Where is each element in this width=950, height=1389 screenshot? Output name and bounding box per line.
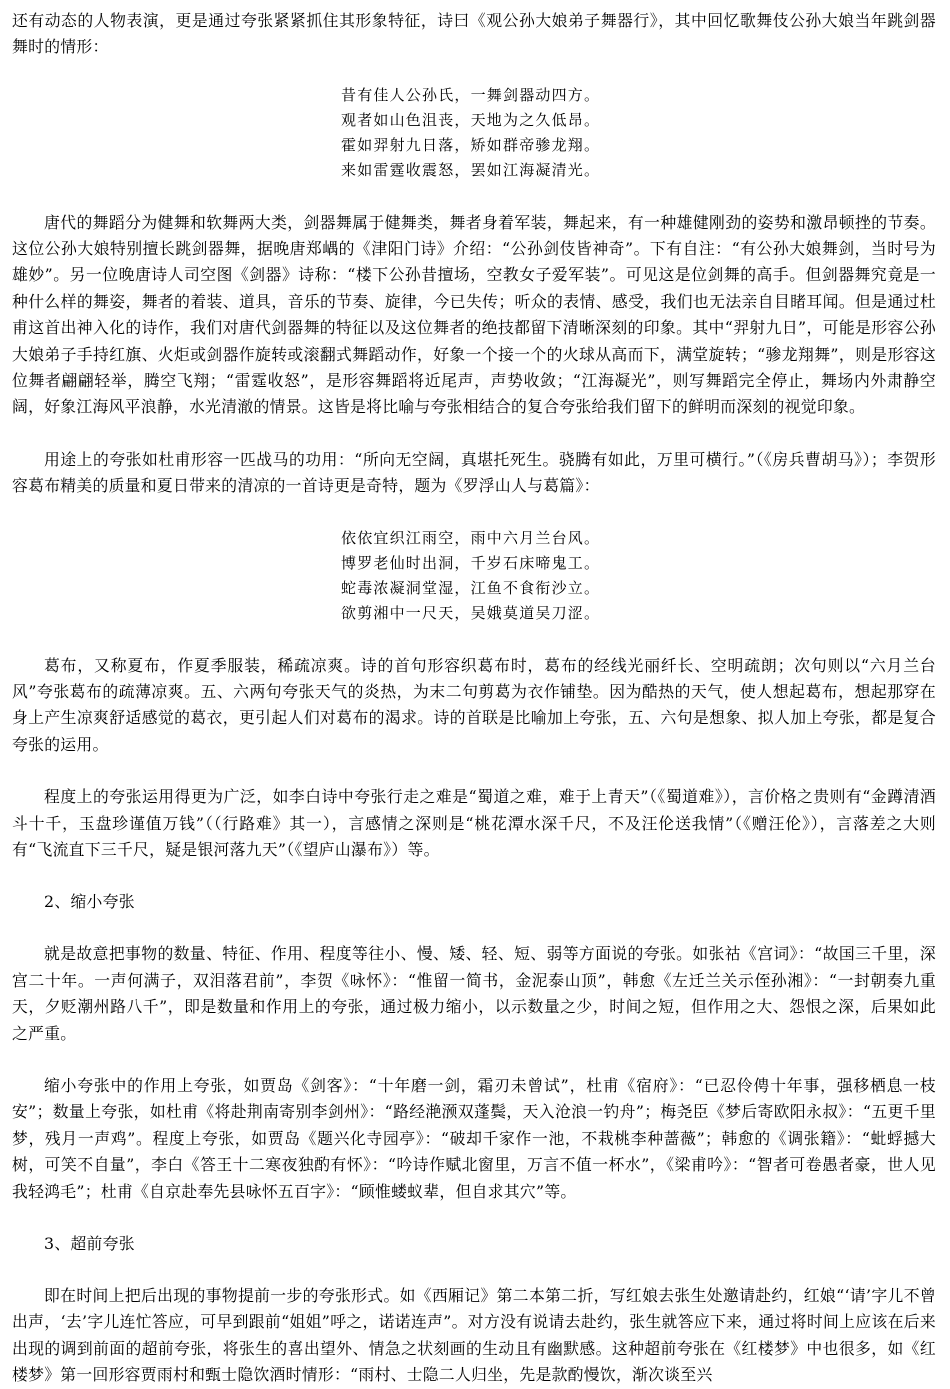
poem-line: 依依宜织江雨空，雨中六月兰台风。 — [341, 528, 601, 547]
poem-line: 欲剪湘中一尺天，吴娥莫道吴刀涩。 — [341, 604, 601, 623]
poem-line: 昔有佳人公孙氏，一舞剑器动四方。 — [341, 85, 601, 104]
paragraph-tang-dance: 唐代的舞蹈分为健舞和软舞两大类，剑器舞属于健舞类，舞者身着军装，舞起来，有一种雄健刚劲的姿势和激昂顿挫的节奏。这位公孙大娘特别擅长跳剑器舞，据晚唐郑嵎的《津阳门诗》介绍：“公孙剑伎皆神奇”。下有自注：“有公孙大娘舞剑，当时号为雄妙”。另一位晚唐诗人司空图《剑器》诗称：“楼下公孙昔擅场，空教女子爱军装”。可见这是位剑舞的高手。但剑器舞究竟是一种什么样的舞姿，舞者的着装、道具，音乐的节奏、旋律，今已失传；听众的表情、感受，我们也无法亲自目睹耳闻。但是通过杜甫这首出神入化的诗作，我们对唐代剑器舞的特征以及这位舞者的绝技都留下清晰深刻的印象。其中“羿射九日”，可能是形容公孙大娘弟子手持红旗、火炬或剑器作旋转或滚翻式舞蹈动作，好象一个接一个的火球从高而下，满堂旋转；“骖龙翔舞”，则是形容这位舞者翩翩轻举，腾空飞翔；“雷霆收怒”，是形容舞蹈将近尾声，声势收敛；“江海凝光”，则写舞蹈完全停止，舞场内外肃静空阔，好象江海风平浪静，水光清澈的情景。这皆是将比喻与夸张相结合的复合夸张给我们留下的鲜明而深刻的视觉印象。 — [12, 212, 936, 417]
section-heading-shrink: 2、缩小夸张 — [44, 892, 135, 912]
poem-line: 霍如羿射九日落，矫如群帝骖龙翔。 — [341, 136, 601, 155]
paragraph-shrink-examples: 缩小夸张中的作用上夸张，如贾岛《剑客》：“十年磨一剑，霜刃未曾试”，杜甫《宿府》：“已忍伶俜十年事，强移栖息一枝安”；数量上夸张，如杜甫《将赴荆南寄别李剑州》：“路经滟滪双蓬鬓，天入沧浪一钓舟”；梅尧臣《梦后寄欧阳永叔》：“五更千里梦，残月一声鸡”。程度上夸张，如贾岛《题兴化寺园亭》：“破却千家作一池，不栽桃李种蔷薇”；韩愈的《调张籍》：“蚍蜉撼大树，可笑不自量”，李白《答王十二寒夜独酌有怀》：“吟诗作赋北窗里，万言不值一杯水”，《梁甫吟》：“智者可卷愚者豪，世人见我轻鸿毛”；杜甫《自京赴奉先县咏怀五百字》：“顾惟蝼蚁辈，但自求其穴”等。 — [12, 1075, 936, 1201]
paragraph-degree-exaggeration: 程度上的夸张运用得更为广泛，如李白诗中夸张行走之难是“蜀道之难，难于上青天”（《蜀道难》），言价格之贵则有“金蹲清酒斗十千，玉盘珍谨值万钱”（（行路难》其一），言感情之深则是“桃花潭水深千尺，不及汪伦送我情”（《赠汪伦》），言落差之大则有“飞流直下三千尺，疑是银河落九天”（《望庐山瀑布》）等。 — [12, 787, 936, 859]
paragraph-advance-definition: 即在时间上把后出现的事物提前一步的夸张形式。如《西厢记》第二本第二折，写红娘去张生处邀请赴约，红娘“‘请’字儿不曾出声，‘去’字儿连忙答应，可早到跟前“姐姐”呼之，诺诺连声”。对方没有说请去赴约，张生就答应下来，通过将时间上应该在后来出现的调到前面的超前夸张，将张生的喜出望外、情急之状刻画的生动且有幽默感。这种超前夸张在《红楼梦》中也很多，如《红楼梦》第一回形容贾雨村和甄士隐饮酒时情形：“雨村、士隐二人归坐，先是款酌慢饮，渐次谈至兴 — [12, 1286, 936, 1385]
poem-line: 蛇毒浓凝洞堂湿，江鱼不食衔沙立。 — [341, 579, 601, 598]
intro-paragraph: 还有动态的人物表演，更是通过夸张紧紧抓住其形象特征，诗曰《观公孙大娘弟子舞器行》，其中回忆歌舞伎公孙大娘当年跳剑器舞时的情形： — [12, 11, 936, 57]
poem-line: 来如雷霆收震怒，罢如江海凝清光。 — [341, 161, 601, 180]
poem-sword-dance — [12, 83, 936, 184]
paragraph-usage-exaggeration: 用途上的夸张如杜甫形容一匹战马的功用：“所向无空阔，真堪托死生。骁腾有如此，万里可横行。”（《房兵曹胡马》）；李贺形容葛布精美的质量和夏日带来的清凉的一首诗更是奇特，题为《罗浮山人与葛篇》： — [12, 449, 936, 496]
poem-luofu-mountain — [12, 526, 936, 627]
paragraph-ge-cloth: 葛布，又称夏布，作夏季服装，稀疏凉爽。诗的首句形容织葛布时，葛布的经线光丽纤长、空明疏朗；次句则以“六月兰台风”夸张葛布的疏薄凉爽。五、六两句夸张天气的炎热，为末二句剪葛为衣作铺垫。因为酷热的天气，使人想起葛布，想起那穿在身上产生凉爽舒适感觉的葛衣，更引起人们对葛布的渴求。诗的首联是比喻加上夸张，五、六句是想象、拟人加上夸张，都是复合夸张的运用。 — [12, 655, 936, 754]
poem-line: 观者如山色沮丧，天地为之久低昂。 — [341, 111, 601, 130]
section-heading-advance: 3、超前夸张 — [44, 1234, 135, 1253]
poem-line: 博罗老仙时出洞，千岁石床啼鬼工。 — [341, 553, 601, 572]
paragraph-shrink-definition: 就是故意把事物的数量、特征、作用、程度等往小、慢、矮、轻、短、弱等方面说的夸张。如张祜《宫词》：“故国三千里，深宫二十年。一声何满子，双泪落君前”，李贺《咏怀》：“惟留一简书，金泥泰山顶”，韩愈《左迁兰关示侄孙湘》：“一封朝奏九重天，夕贬潮州路八千”，即是数量和作用上的夸张，通过极力缩小，以示数量之少，时间之短，但作用之大、怨恨之深，后果如此之严重。 — [12, 944, 936, 1043]
